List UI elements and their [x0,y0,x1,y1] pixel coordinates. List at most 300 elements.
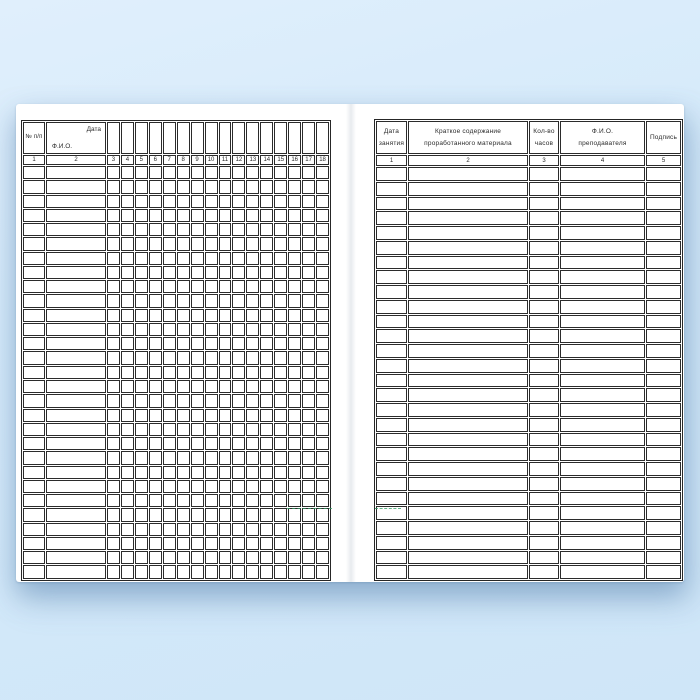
empty-cell [288,423,301,436]
empty-cell [23,480,45,493]
attendance-row [23,508,329,521]
empty-cell [260,423,273,436]
empty-cell [191,394,204,407]
empty-cell [232,337,245,350]
empty-cell [646,344,681,358]
empty-cell [560,388,645,402]
empty-cell [121,409,134,422]
empty-cell [646,256,681,270]
empty-cell [260,351,273,364]
empty-cell [23,366,45,379]
empty-cell [177,394,190,407]
empty-cell [232,180,245,193]
empty-cell [288,565,301,578]
empty-cell [46,366,106,379]
empty-cell [177,508,190,521]
empty-cell [316,551,329,564]
empty-cell [107,309,120,322]
empty-cell [205,394,218,407]
empty-cell [376,285,407,299]
empty-cell [149,480,162,493]
empty-cell [135,494,148,507]
empty-cell [302,466,315,479]
empty-cell [232,523,245,536]
column-number-cell: 3 [107,155,120,165]
empty-cell [376,359,407,373]
header-line: Краткое содержание [434,127,502,135]
empty-cell [408,344,528,358]
lesson-record-row [376,521,681,535]
empty-cell [149,237,162,250]
empty-cell [135,209,148,222]
empty-cell [135,280,148,293]
attendance-row [23,180,329,193]
empty-cell [302,565,315,578]
empty-cell [163,195,176,208]
empty-cell [408,447,528,461]
empty-cell [302,394,315,407]
empty-cell [529,226,559,240]
empty-cell [23,394,45,407]
empty-cell [121,380,134,393]
empty-cell [646,211,681,225]
empty-cell [274,280,287,293]
empty-cell [121,551,134,564]
empty-cell [560,477,645,491]
empty-cell [23,280,45,293]
attendance-row [23,394,329,407]
date-header-cell [121,122,134,154]
empty-cell [246,351,259,364]
empty-cell [163,252,176,265]
empty-cell [191,209,204,222]
empty-cell [316,337,329,350]
empty-cell [646,492,681,506]
empty-cell [46,237,106,250]
empty-cell [232,466,245,479]
empty-cell [191,508,204,521]
empty-cell [274,523,287,536]
empty-cell [274,494,287,507]
empty-cell [560,329,645,343]
empty-cell [529,374,559,388]
empty-cell [23,451,45,464]
empty-cell [302,523,315,536]
empty-cell [107,209,120,222]
empty-cell [288,523,301,536]
empty-cell [121,466,134,479]
lesson-header-row [376,121,681,154]
empty-cell [205,237,218,250]
attendance-row [23,337,329,350]
empty-cell [135,565,148,578]
empty-cell [163,180,176,193]
empty-cell [376,374,407,388]
empty-cell [274,380,287,393]
empty-cell [163,351,176,364]
empty-cell [646,536,681,550]
empty-cell [107,423,120,436]
date-header-cell [302,122,315,154]
empty-cell [46,309,106,322]
empty-cell [560,182,645,196]
empty-cell [274,237,287,250]
date-header-cell [135,122,148,154]
empty-cell [260,480,273,493]
empty-cell [121,480,134,493]
empty-cell [302,437,315,450]
empty-cell [163,537,176,550]
empty-cell [560,344,645,358]
empty-cell [46,166,106,179]
empty-cell [274,537,287,550]
empty-cell [232,309,245,322]
empty-cell [288,294,301,307]
empty-cell [408,388,528,402]
empty-cell [288,309,301,322]
empty-cell [246,209,259,222]
empty-cell [46,195,106,208]
empty-cell [191,466,204,479]
empty-cell [135,551,148,564]
empty-cell [646,433,681,447]
empty-cell [529,256,559,270]
empty-cell [135,351,148,364]
empty-cell [529,315,559,329]
empty-cell [23,380,45,393]
empty-cell [246,537,259,550]
attendance-row [23,323,329,336]
empty-cell [46,494,106,507]
book-fold [346,104,356,582]
empty-cell [149,166,162,179]
empty-cell [646,329,681,343]
empty-cell [107,394,120,407]
empty-cell [408,211,528,225]
empty-cell [246,565,259,578]
empty-cell [135,366,148,379]
empty-cell [646,551,681,565]
empty-cell [316,466,329,479]
empty-cell [219,237,232,250]
empty-cell [246,266,259,279]
empty-cell [121,423,134,436]
date-header-cell [219,122,232,154]
empty-cell [149,466,162,479]
empty-cell [177,280,190,293]
empty-cell [232,451,245,464]
empty-cell [135,294,148,307]
empty-cell [23,309,45,322]
empty-cell [163,294,176,307]
empty-cell [529,197,559,211]
attendance-row [23,209,329,222]
empty-cell [316,237,329,250]
empty-cell [232,565,245,578]
empty-cell [121,565,134,578]
empty-cell [288,494,301,507]
empty-cell [560,374,645,388]
empty-cell [316,195,329,208]
empty-cell [232,394,245,407]
empty-cell [232,195,245,208]
column-number-cell: 2 [408,155,528,166]
empty-cell [288,366,301,379]
empty-cell [232,294,245,307]
empty-cell [529,462,559,476]
empty-cell [205,366,218,379]
empty-cell [163,266,176,279]
column-number-cell: 18 [316,155,329,165]
empty-cell [560,226,645,240]
attendance-row [23,494,329,507]
empty-cell [560,521,645,535]
empty-cell [121,209,134,222]
empty-cell [46,266,106,279]
empty-cell [260,523,273,536]
col-header-date-fio [46,122,106,154]
empty-cell [191,409,204,422]
empty-cell [646,226,681,240]
empty-cell [135,423,148,436]
empty-cell [302,195,315,208]
column-number-cell: 5 [646,155,681,166]
empty-cell [302,409,315,422]
empty-cell [408,477,528,491]
empty-cell [23,565,45,578]
empty-cell [135,223,148,236]
empty-cell [408,167,528,181]
empty-cell [219,337,232,350]
empty-cell [246,466,259,479]
empty-cell [376,329,407,343]
empty-cell [408,359,528,373]
empty-cell [529,521,559,535]
empty-cell [46,409,106,422]
empty-cell [107,565,120,578]
empty-cell [232,366,245,379]
empty-cell [205,195,218,208]
empty-cell [260,223,273,236]
empty-cell [288,237,301,250]
empty-cell [316,166,329,179]
empty-cell [246,223,259,236]
empty-cell [246,366,259,379]
empty-cell [376,551,407,565]
empty-cell [135,537,148,550]
empty-cell [288,551,301,564]
empty-cell [121,508,134,521]
empty-cell [646,462,681,476]
empty-cell [121,537,134,550]
empty-cell [316,266,329,279]
empty-cell [529,536,559,550]
empty-cell [107,166,120,179]
empty-cell [135,480,148,493]
header-line: преподавателя [578,139,627,147]
empty-cell [288,409,301,422]
empty-cell [316,480,329,493]
empty-cell [177,266,190,279]
empty-cell [529,182,559,196]
lesson-record-row [376,182,681,196]
empty-cell [529,506,559,520]
empty-cell [316,423,329,436]
attendance-row [23,223,329,236]
empty-cell [149,394,162,407]
lesson-record-row [376,403,681,417]
empty-cell [163,280,176,293]
empty-cell [316,537,329,550]
corner-label-date: Дата [86,126,101,133]
empty-cell [107,266,120,279]
header-line: Дата [383,127,400,135]
empty-cell [205,466,218,479]
empty-cell [408,536,528,550]
empty-cell [177,166,190,179]
empty-cell [246,166,259,179]
empty-cell [529,211,559,225]
attendance-row [23,409,329,422]
empty-cell [135,166,148,179]
empty-cell [46,523,106,536]
lesson-record-row [376,359,681,373]
empty-cell [274,423,287,436]
empty-cell [107,537,120,550]
attendance-row [23,195,329,208]
empty-cell [135,523,148,536]
empty-cell [205,451,218,464]
date-header-cell [260,122,273,154]
empty-cell [149,451,162,464]
empty-cell [46,451,106,464]
empty-cell [23,508,45,521]
empty-cell [232,209,245,222]
empty-cell [191,437,204,450]
empty-cell [246,323,259,336]
empty-cell [560,211,645,225]
empty-cell [135,266,148,279]
empty-cell [260,437,273,450]
empty-cell [302,237,315,250]
empty-cell [46,252,106,265]
lesson-record-row [376,285,681,299]
empty-cell [121,523,134,536]
empty-cell [219,494,232,507]
empty-cell [149,323,162,336]
empty-cell [163,409,176,422]
header-line: часов [534,139,554,147]
empty-cell [316,294,329,307]
empty-cell [376,197,407,211]
empty-cell [529,433,559,447]
empty-cell [560,462,645,476]
lesson-record-row [376,300,681,314]
empty-cell [376,344,407,358]
empty-cell [107,280,120,293]
empty-cell [149,252,162,265]
empty-cell [232,409,245,422]
empty-cell [376,211,407,225]
empty-cell [121,294,134,307]
empty-cell [135,394,148,407]
date-header-cell [246,122,259,154]
header-line: Кол-во [533,127,555,135]
lesson-record-row [376,565,681,579]
empty-cell [246,480,259,493]
empty-cell [219,180,232,193]
attendance-row [23,252,329,265]
empty-cell [177,466,190,479]
header-line: Ф.И.О. [591,127,614,135]
empty-cell [121,366,134,379]
empty-cell [135,508,148,521]
column-number-cell: 13 [246,155,259,165]
header-line: занятия [378,139,405,147]
empty-cell [149,366,162,379]
empty-cell [232,252,245,265]
column-number-cell: 10 [205,155,218,165]
empty-cell [260,280,273,293]
empty-cell [121,451,134,464]
empty-cell [302,209,315,222]
empty-cell [316,323,329,336]
empty-cell [191,237,204,250]
empty-cell [646,521,681,535]
empty-cell [260,466,273,479]
empty-cell [205,337,218,350]
lesson-record-row [376,506,681,520]
empty-cell [107,494,120,507]
empty-cell [191,280,204,293]
empty-cell [316,180,329,193]
attendance-row [23,380,329,393]
empty-cell [205,323,218,336]
empty-cell [408,315,528,329]
date-header-cell [177,122,190,154]
empty-cell [408,403,528,417]
empty-cell [177,180,190,193]
column-number-cell: 17 [302,155,315,165]
empty-cell [376,477,407,491]
empty-cell [288,508,301,521]
empty-cell [560,433,645,447]
empty-cell [23,294,45,307]
empty-cell [246,551,259,564]
empty-cell [191,223,204,236]
lesson-record-row [376,418,681,432]
empty-cell [302,366,315,379]
empty-cell [163,451,176,464]
empty-cell [191,523,204,536]
empty-cell [646,300,681,314]
empty-cell [246,252,259,265]
empty-cell [274,252,287,265]
empty-cell [149,223,162,236]
empty-cell [529,344,559,358]
empty-cell [560,447,645,461]
empty-cell [163,337,176,350]
empty-cell [529,492,559,506]
empty-cell [149,494,162,507]
empty-cell [316,351,329,364]
empty-cell [274,223,287,236]
empty-cell [232,494,245,507]
empty-cell [288,466,301,479]
column-number-cell: 2 [46,155,106,165]
empty-cell [246,337,259,350]
empty-cell [376,536,407,550]
